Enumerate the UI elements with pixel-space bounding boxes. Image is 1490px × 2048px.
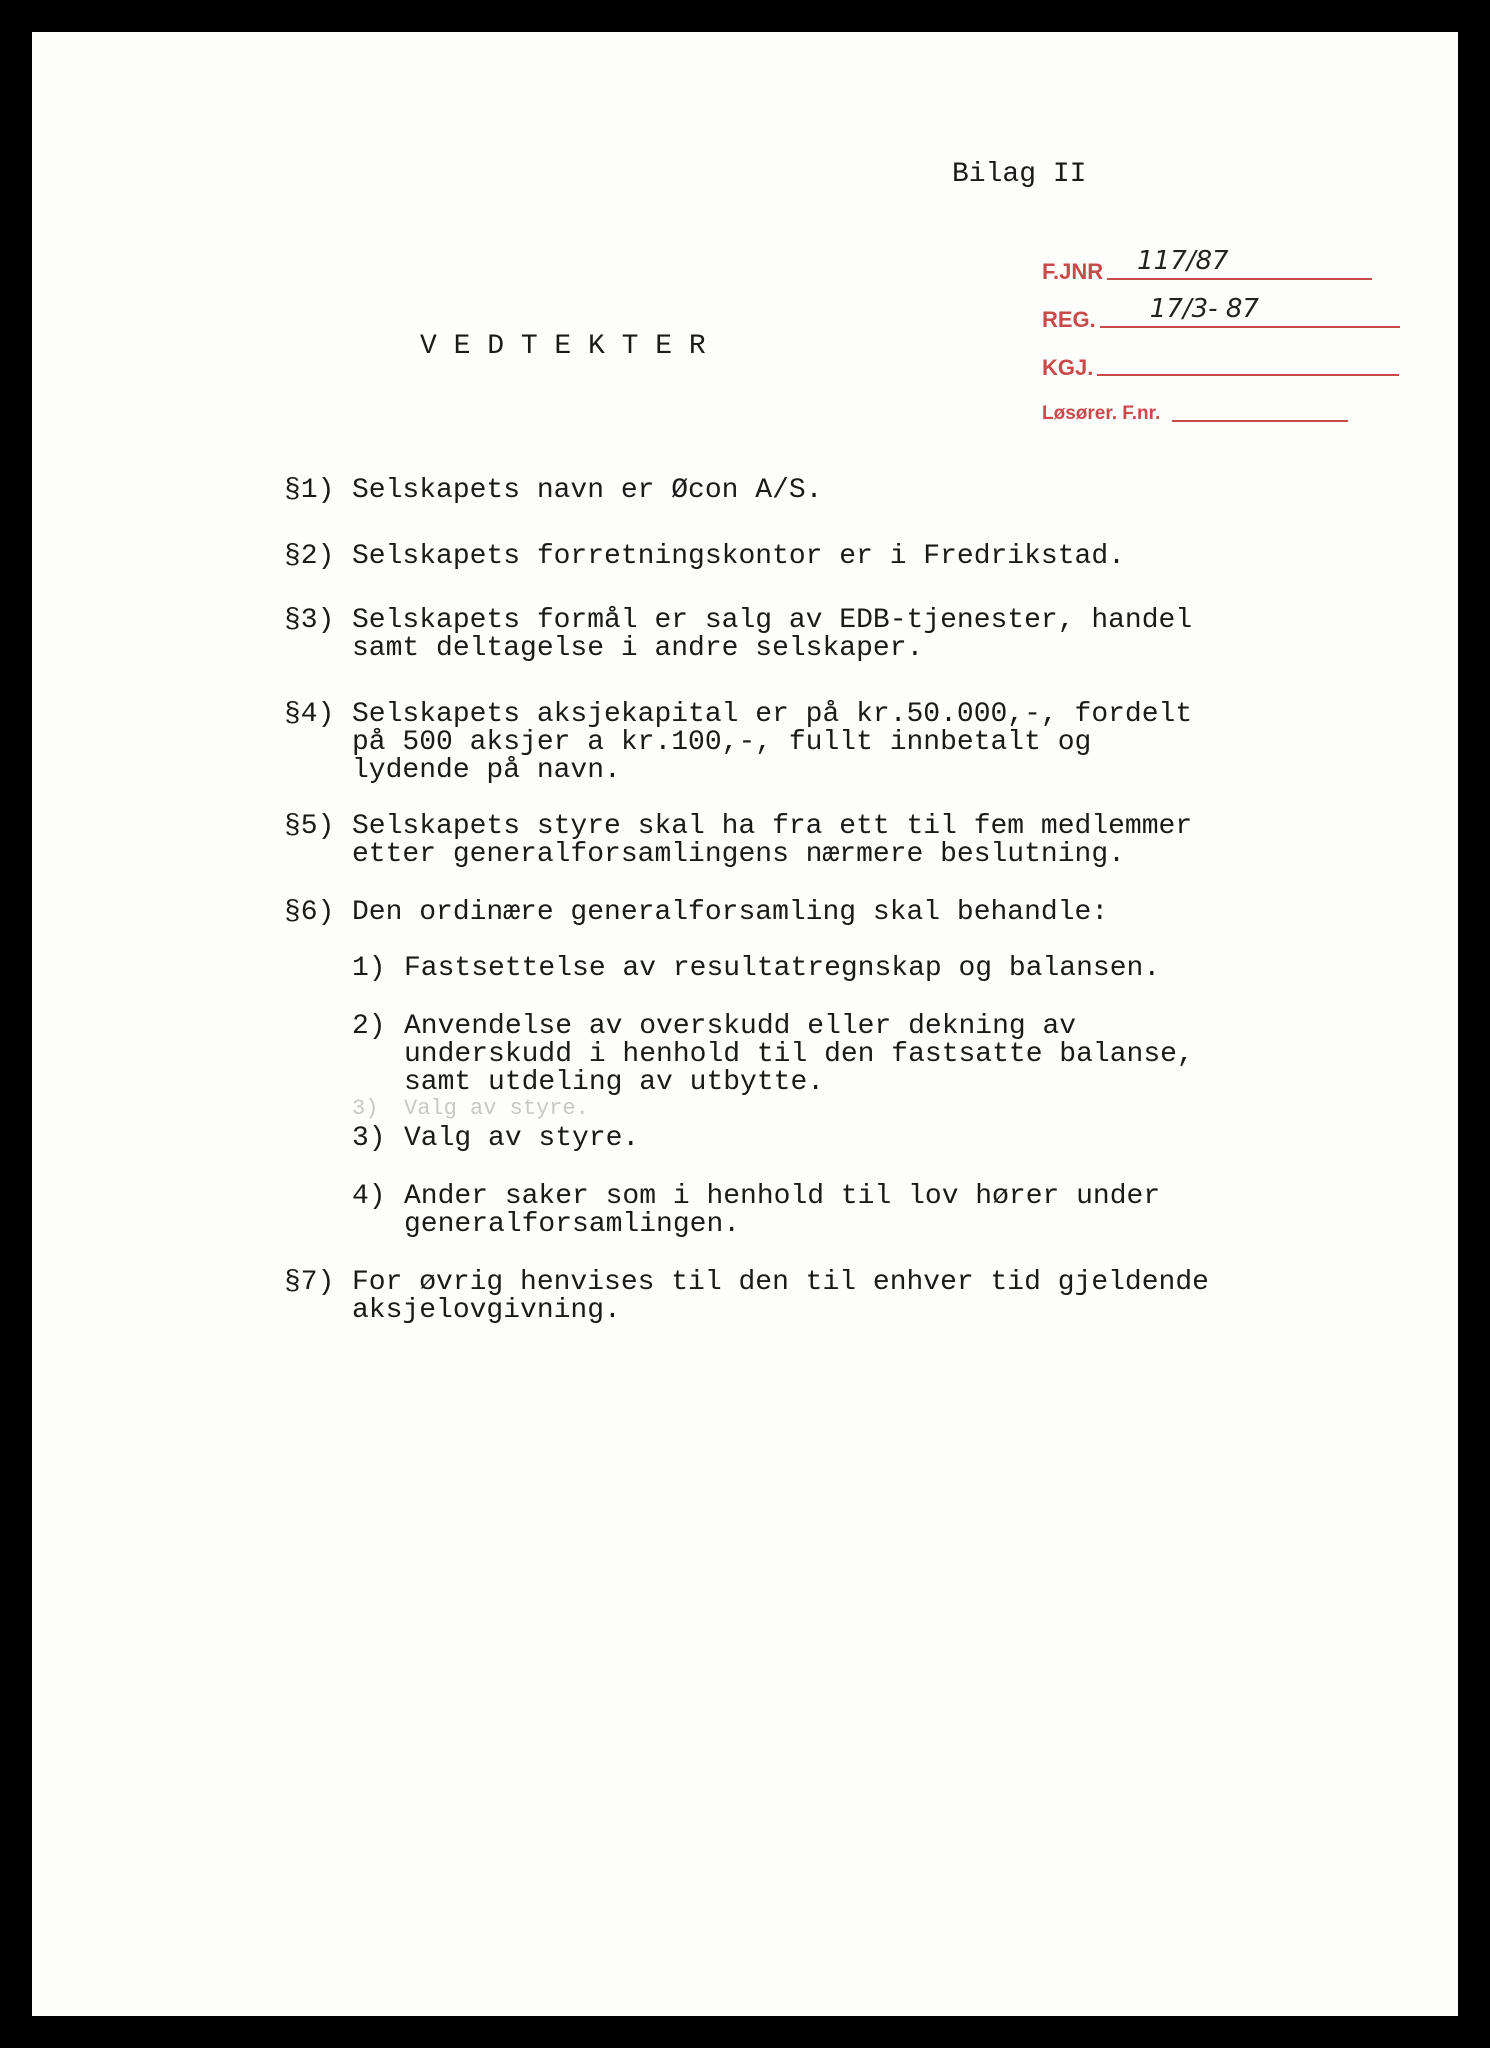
article-6-item-3-number: 3)	[352, 1123, 386, 1154]
article-4-line-1: Selskapets aksjekapital er på kr.50.000,-, fordelt	[352, 699, 1193, 730]
stamp-reg-line	[1100, 294, 1400, 328]
article-6-item-2-line-1: Anvendelse av overskudd eller dekning av	[404, 1011, 1077, 1042]
article-6-ghost-number: 3)	[352, 1096, 379, 1121]
appendix-label: Bilag II	[952, 159, 1087, 190]
article-6-item-2-number: 2)	[352, 1011, 386, 1042]
article-7-line-1: For øvrig henvises til den til enhver tid gjeldende	[352, 1267, 1209, 1298]
article-4-line-3: lydende på navn.	[352, 755, 621, 786]
article-3-line-1: Selskapets formål er salg av EDB-tjenester, handel	[352, 605, 1193, 636]
stamp-fjnr-label: F.JNR	[1042, 259, 1104, 284]
article-6-item-1-line-1: Fastsettelse av resultatregnskap og balansen.	[404, 953, 1161, 984]
article-1-number: §1)	[284, 475, 335, 506]
registration-stamp	[1042, 242, 1412, 432]
article-2-number: §2)	[284, 541, 335, 572]
article-6-item-1-number: 1)	[352, 953, 386, 984]
article-3-line-2: samt deltagelse i andre selskaper.	[352, 633, 924, 664]
article-5-line-2: etter generalforsamlingens nærmere beslutning.	[352, 839, 1125, 870]
stamp-losorer-label: Løsører. F.nr.	[1042, 403, 1161, 424]
article-6-item-3-line-1: Valg av styre.	[404, 1123, 640, 1154]
document-title: V E D T E K T E R	[420, 331, 706, 362]
stamp-row-kgj	[1042, 356, 1399, 380]
stamp-fjnr-value: 117/87	[1137, 246, 1229, 276]
article-6-line-1: Den ordinære generalforsamling skal behandle:	[352, 897, 1109, 928]
stamp-row-fjnr	[1042, 246, 1372, 284]
stamp-losorer-line	[1172, 420, 1348, 422]
article-2-line-1: Selskapets forretningskontor er i Fredrikstad.	[352, 541, 1125, 572]
stamp-kgj-label: KGJ.	[1042, 355, 1094, 380]
article-6-item-4-line-1: Ander saker som i henhold til lov hører under	[404, 1181, 1161, 1212]
document-page	[32, 32, 1458, 2016]
article-6-item-4-line-2: generalforsamlingen.	[404, 1209, 741, 1240]
stamp-reg-label: REG.	[1042, 307, 1096, 332]
stamp-row-losorer	[1042, 402, 1348, 426]
article-7-number: §7)	[284, 1267, 335, 1298]
stamp-reg-value: 17/3- 87	[1149, 294, 1259, 324]
article-4-line-2: på 500 aksjer a kr.100,-, fullt innbetalt og	[352, 727, 1092, 758]
article-6-ghost-line-1: Valg av styre.	[404, 1096, 589, 1121]
stamp-fjnr-line	[1107, 246, 1372, 280]
article-6-item-2-line-2: underskudd i henhold til den fastsatte balanse,	[404, 1039, 1194, 1070]
article-6-number: §6)	[284, 897, 335, 928]
article-3-number: §3)	[284, 605, 335, 636]
article-5-number: §5)	[284, 811, 335, 842]
article-4-number: §4)	[284, 699, 335, 730]
article-5-line-1: Selskapets styre skal ha fra ett til fem medlemmer	[352, 811, 1193, 842]
article-6-item-2-line-3: samt utdeling av utbytte.	[404, 1067, 825, 1098]
stamp-row-reg	[1042, 294, 1400, 332]
article-6-item-4-number: 4)	[352, 1181, 386, 1212]
stamp-kgj-line	[1097, 374, 1399, 376]
article-1-line-1: Selskapets navn er Øcon A/S.	[352, 475, 823, 506]
article-7-line-2: aksjelovgivning.	[352, 1295, 621, 1326]
